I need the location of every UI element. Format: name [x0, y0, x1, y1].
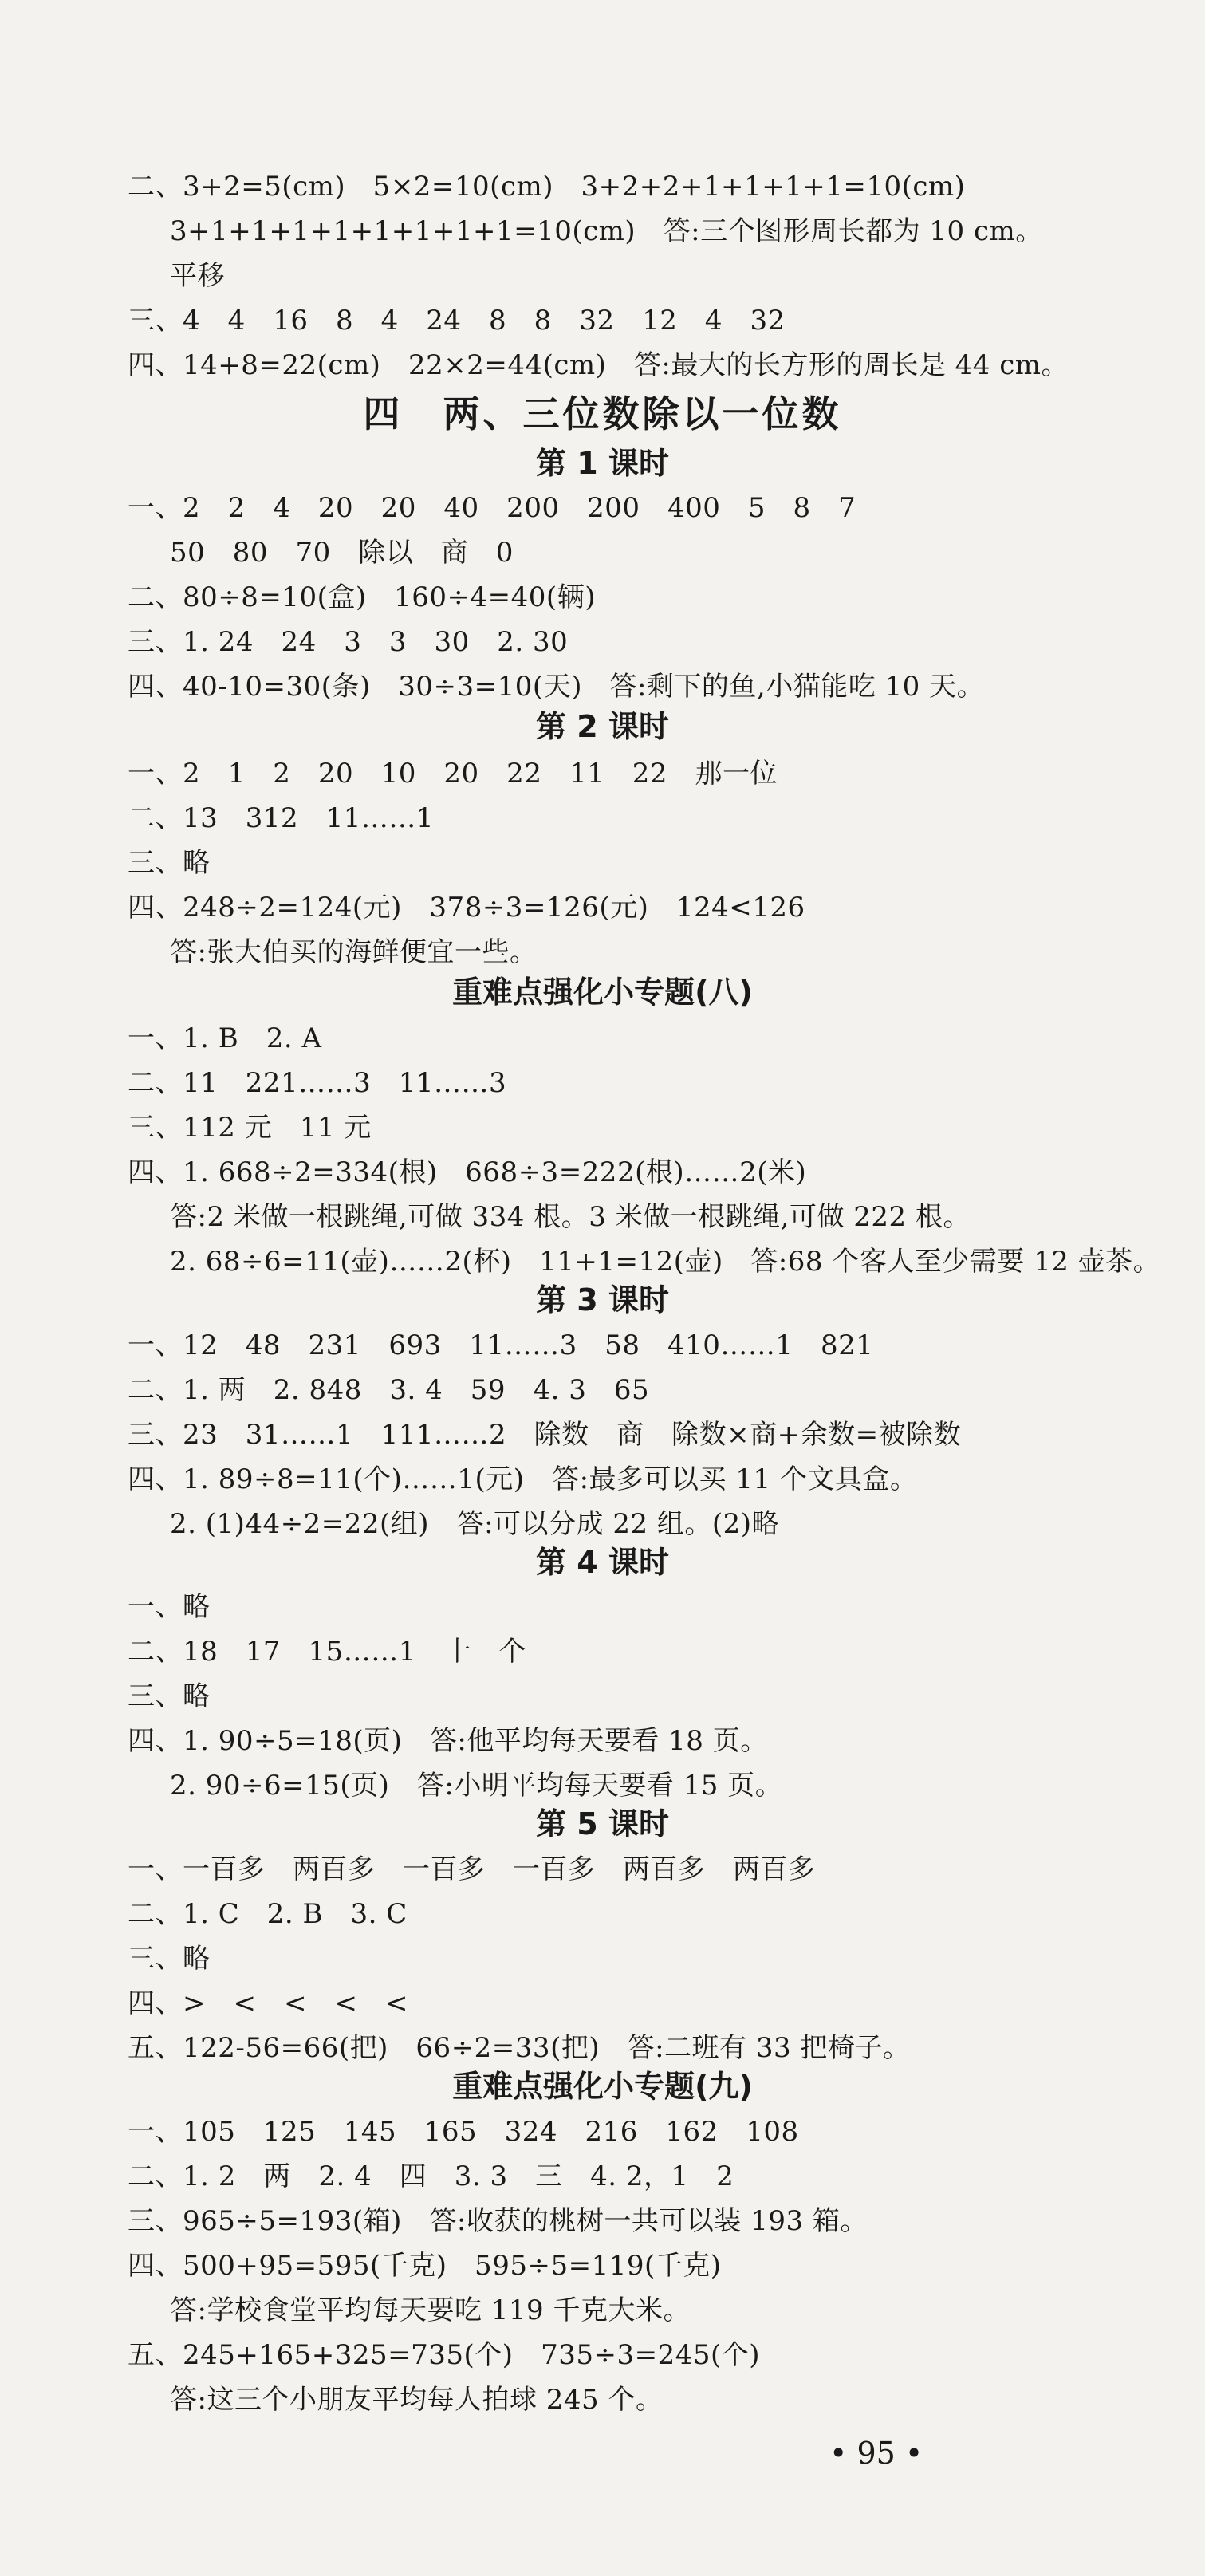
- answer-line: 一、2 2 4 20 20 40 200 200 400 5 8 7: [128, 492, 856, 524]
- answer-line: 四、1. 668÷2=334(根) 668÷3=222(根)……2(米): [128, 1156, 807, 1188]
- answer-line: 四、248÷2=124(元) 378÷3=126(元) 124<126: [128, 892, 805, 924]
- answer-line: 三、1. 24 24 3 3 30 2. 30: [128, 626, 569, 658]
- lesson-heading: 第 2 课时: [536, 709, 669, 744]
- answer-line: 二、11 221……3 11……3: [128, 1067, 507, 1099]
- answer-line: 二、80÷8=10(盒) 160÷4=40(辆): [128, 581, 596, 613]
- unit-heading: 四 两、三位数除以一位数: [363, 392, 842, 435]
- topic-heading: 重难点强化小专题(八): [452, 975, 753, 1010]
- answer-line: 二、3+2=5(cm) 5×2=10(cm) 3+2+2+1+1+1+1=10(cm): [128, 171, 966, 203]
- lesson-heading: 第 3 课时: [536, 1282, 669, 1318]
- answer-line: 三、略: [128, 1680, 211, 1712]
- answer-line: 三、4 4 16 8 4 24 8 8 32 12 4 32: [128, 305, 786, 337]
- answer-line: 2. 68÷6=11(壶)……2(杯) 11+1=12(壶) 答:68 个客人至少需要 12 壶茶。: [170, 1246, 1161, 1278]
- answer-line: 2. 90÷6=15(页) 答:小明平均每天要看 15 页。: [170, 1770, 783, 1802]
- answer-line: 二、18 17 15……1 十 个: [128, 1636, 526, 1668]
- answer-line: 一、12 48 231 693 11……3 58 410……1 821: [128, 1329, 874, 1361]
- answer-line: 答:2 米做一根跳绳,可做 334 根。3 米做一根跳绳,可做 222 根。: [170, 1201, 971, 1233]
- answer-line: 一、1. B 2. A: [128, 1022, 322, 1054]
- answer-line: 四、14+8=22(cm) 22×2=44(cm) 答:最大的长方形的周长是 44 cm。: [128, 349, 1069, 381]
- lesson-heading: 第 4 课时: [536, 1545, 669, 1580]
- answer-line: 四、40-10=30(条) 30÷3=10(天) 答:剩下的鱼,小猫能吃 10 天。: [128, 671, 985, 703]
- answer-line: 四、1. 89÷8=11(个)……1(元) 答:最多可以买 11 个文具盒。: [128, 1463, 918, 1495]
- answer-line: 答:学校食堂平均每天要吃 119 千克大米。: [170, 2294, 691, 2326]
- answer-line: 二、1. C 2. B 3. C: [128, 1898, 408, 1930]
- answer-line: 一、105 125 145 165 324 216 162 108: [128, 2116, 799, 2148]
- answer-line: 四、500+95=595(千克) 595÷5=119(千克): [128, 2250, 722, 2282]
- answer-line: 2. (1)44÷2=22(组) 答:可以分成 22 组。(2)略: [170, 1508, 780, 1540]
- answer-line: 四、1. 90÷5=18(页) 答:他平均每天要看 18 页。: [128, 1725, 768, 1757]
- page-number: • 95 •: [829, 2436, 923, 2471]
- answer-line: 一、2 1 2 20 10 20 22 11 22 那一位: [128, 758, 778, 790]
- answer-line: 五、122-56=66(把) 66÷2=33(把) 答:二班有 33 把椅子。: [128, 2032, 911, 2064]
- answer-line: 二、13 312 11……1: [128, 802, 435, 834]
- lesson-heading: 第 5 课时: [536, 1806, 669, 1841]
- answer-line: 三、965÷5=193(箱) 答:收获的桃树一共可以装 193 箱。: [128, 2205, 868, 2237]
- lesson-heading: 第 1 课时: [536, 446, 669, 481]
- answer-line: 答:张大伯买的海鲜便宜一些。: [170, 936, 538, 968]
- answer-line: 3+1+1+1+1+1+1+1+1=10(cm) 答:三个图形周长都为 10 cm。: [170, 215, 1043, 247]
- answer-line: 四、> < < < <: [128, 1987, 408, 2019]
- answer-line: 三、23 31……1 111……2 除数 商 除数×商+余数=被除数: [128, 1419, 962, 1451]
- answer-line: 50 80 70 除以 商 0: [170, 537, 514, 569]
- topic-heading: 重难点强化小专题(九): [452, 2069, 753, 2104]
- answer-line: 平移: [170, 260, 225, 292]
- answer-line: 二、1. 2 两 2. 4 四 3. 3 三 4. 2，1 2: [128, 2160, 734, 2192]
- answer-line: 三、112 元 11 元: [128, 1112, 372, 1144]
- answer-line: 五、245+165+325=735(个) 735÷3=245(个): [128, 2339, 761, 2371]
- answer-line: 三、略: [128, 847, 211, 879]
- answer-line: 一、一百多 两百多 一百多 一百多 两百多 两百多: [128, 1853, 816, 1885]
- answer-line: 二、1. 两 2. 848 3. 4 59 4. 3 65: [128, 1374, 650, 1406]
- answer-line: 答:这三个小朋友平均每人拍球 245 个。: [170, 2384, 664, 2416]
- answer-line: 三、略: [128, 1943, 211, 1975]
- answer-line: 一、略: [128, 1591, 211, 1623]
